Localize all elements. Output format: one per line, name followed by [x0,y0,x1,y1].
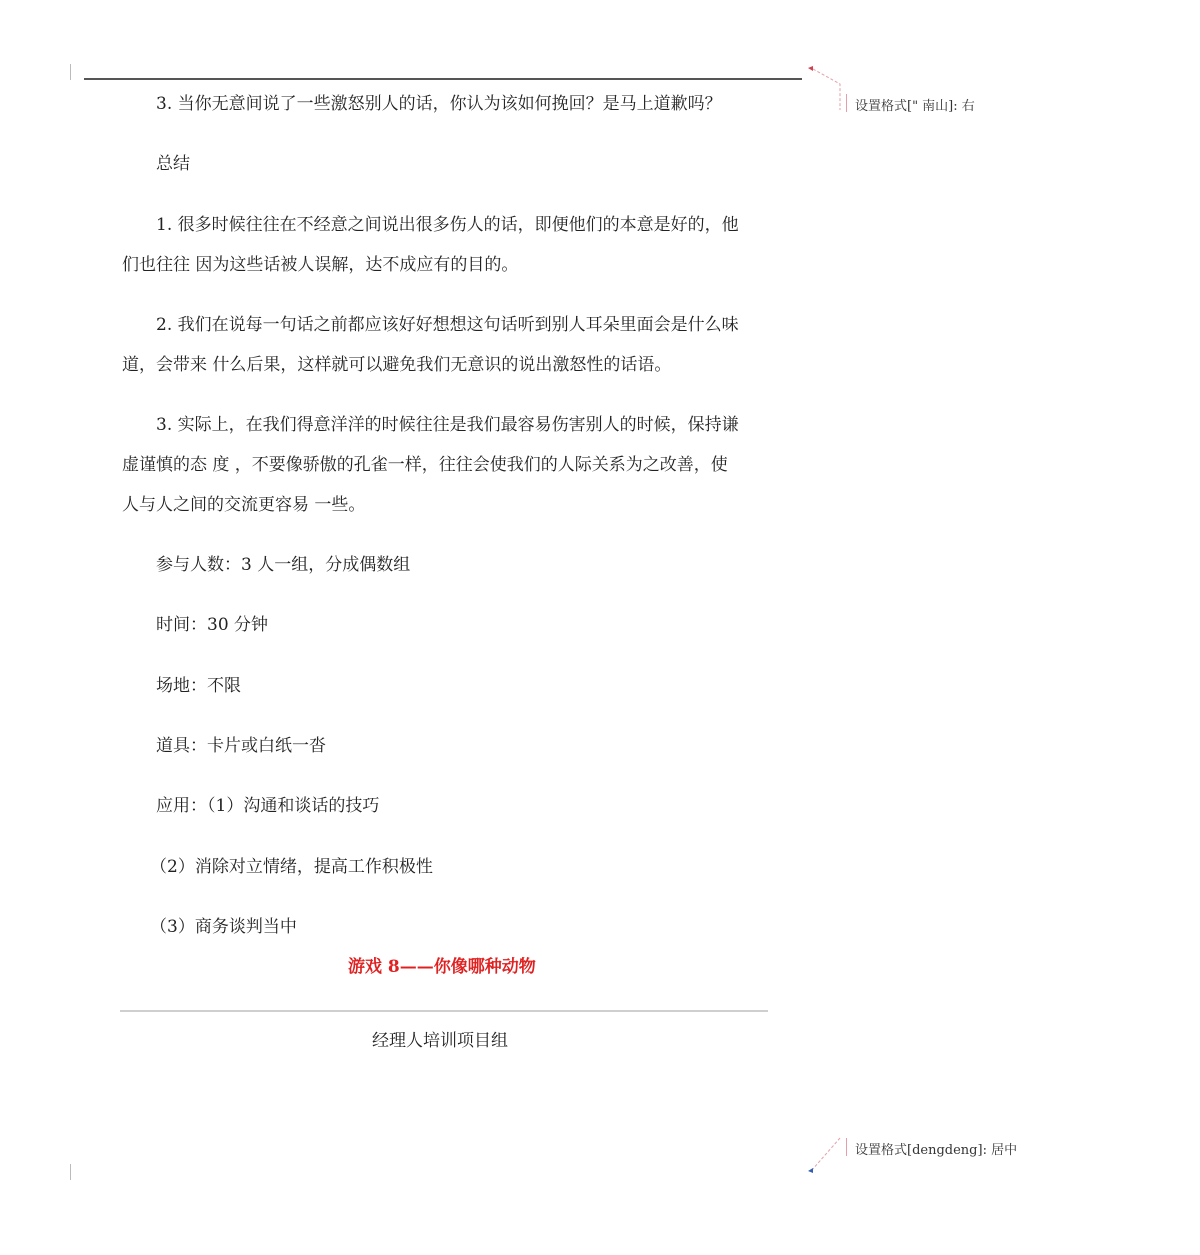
time-line: 时间：30 分钟 [156,615,269,635]
footer-rule [120,1010,768,1012]
summary-point-1-line-1: 1. 很多时候往往在不经意之间说出很多伤人的话，即便他们的本意是好的，他 [156,215,739,235]
summary-point-2-line-1: 2. 我们在说每一句话之前都应该好好想想这句话听到别人耳朵里面会是什么味 [156,315,739,335]
applications-line-1: 应用：（1）沟通和谈话的技巧 [156,796,380,816]
question-3: 3. 当你无意间说了一些激怒别人的话，你认为该如何挽回？是马上道歉吗？ [156,94,722,114]
props-line: 道具：卡片或白纸一沓 [156,736,326,756]
summary-point-1-line-2: 们也往往 因为这些话被人误解，达不成应有的目的。 [122,255,519,275]
applications-line-3: （3）商务谈判当中 [150,917,297,937]
applications-line-2: （2）消除对立情绪，提高工作积极性 [150,857,433,877]
comment-marker-top [846,94,847,112]
summary-point-3-line-1: 3. 实际上，在我们得意洋洋的时候往往是我们最容易伤害别人的时候，保持谦 [156,415,739,435]
summary-point-3-line-2: 虚谨慎的态 度 ，不要像骄傲的孔雀一样，往往会使我们的人际关系为之改善，使 [122,455,728,475]
summary-point-3-line-3: 人与人之间的交流更容易 一些。 [122,495,366,515]
venue-line: 场地：不限 [156,676,241,696]
footer-text: 经理人培训项目组 [372,1031,508,1051]
participants-line: 参与人数：3 人一组，分成偶数组 [156,555,411,575]
game-8-title: 游戏 8——你像哪种动物 [348,957,536,977]
format-comment-bottom[interactable]: 设置格式[dengdeng]: 居中 [855,1143,1018,1158]
summary-heading: 总结 [156,154,190,174]
format-comment-top[interactable]: 设置格式[" 南山]: 右 [855,99,975,114]
summary-point-2-line-2: 道，会带来 什么后果，这样就可以避免我们无意识的说出激怒性的话语。 [122,355,672,375]
comment-marker-bottom [846,1138,847,1156]
